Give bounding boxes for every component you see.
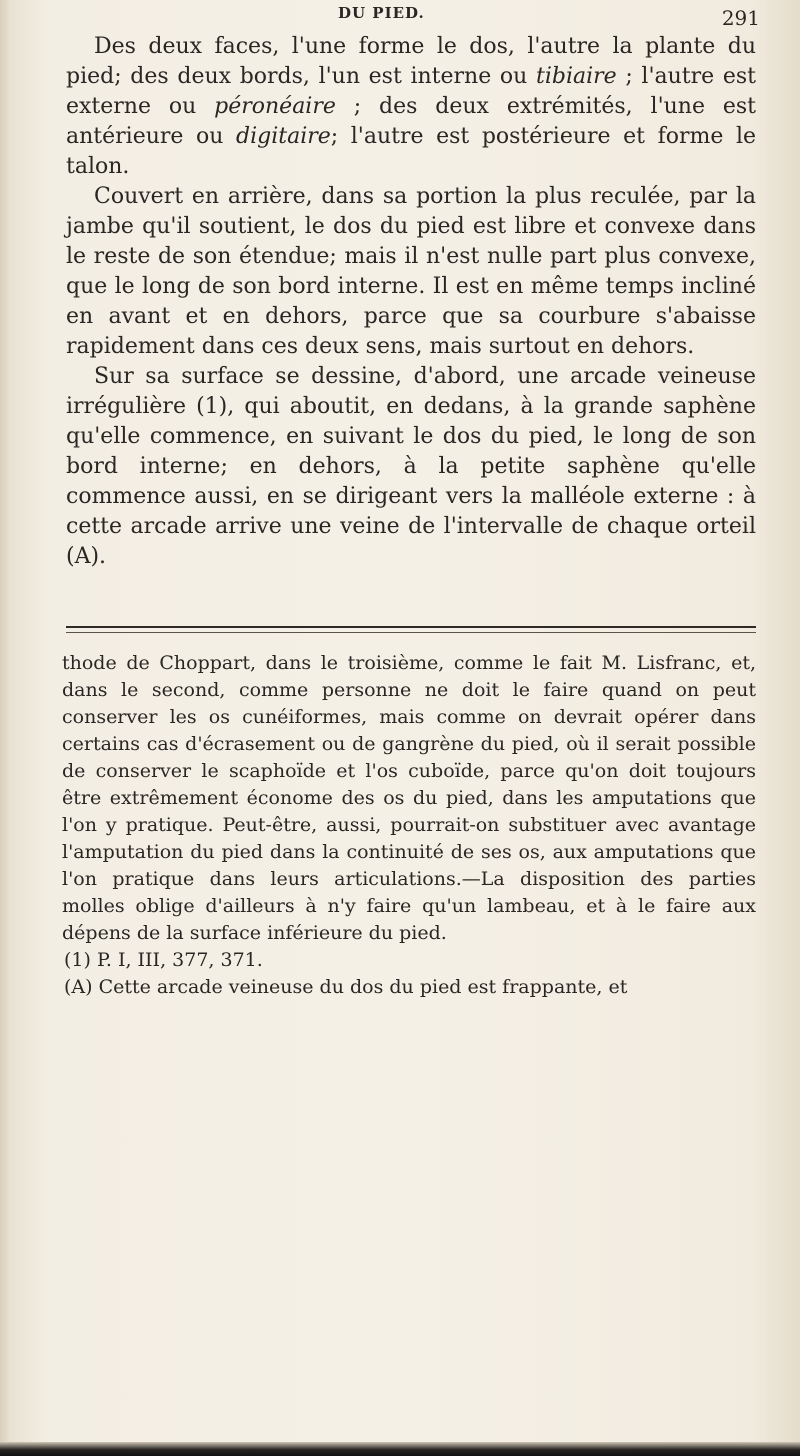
- paragraph-faces-part3: ; des deux extrémités, l'une est antérieure ou: [66, 94, 756, 149]
- separator-thick-rule: [66, 626, 756, 628]
- paragraph-faces-part4: ; l'autre est postérieure et forme le talon.: [66, 124, 756, 179]
- footnote-ref-A: (A) Cette arcade veineuse du dos du pied est frappante, et: [64, 976, 628, 998]
- page-number: 291: [721, 6, 760, 30]
- separator-thin-rule: [66, 632, 756, 633]
- footnote-continued: thode de Choppart, dans le troisième, comme le fait M. Lisfranc, et, dans le second, comme personne ne doit le faire quand on peut conserver les os cunéiformes, mais comme on devrait opérer dans certains cas d'écrasement ou de gangrène du pied, où il serait possible de conserver le scaphoïde et l'os cuboïde, parce qu'on doit toujours être extrêmement économe des os du pied, dans les amputations que l'on y pratique. Peut-être, aussi, pourrait-on substituer avec avantage l'amputation du pied dans la continuité de ses os, aux amputations que l'on pratique dans leurs articulations.—La disposition des parties molles oblige d'ailleurs à n'y faire qu'un lambeau, et à le faire aux dépens de la surface inférieure du pied.: [62, 652, 756, 944]
- footnote-ref-1: (1) P. I, III, 377, 371.: [64, 949, 263, 971]
- paragraph-faces-part2: ; l'autre est externe ou: [66, 64, 756, 119]
- footnote-separator: [60, 626, 760, 636]
- term-tibiaire: tibiaire: [536, 64, 617, 89]
- paragraph-faces: [66, 32, 756, 182]
- term-peroneaire: péronéaire: [214, 94, 336, 119]
- main-text: [66, 32, 756, 572]
- scan-bottom-edge: [0, 1442, 800, 1456]
- page-gutter-shadow: [0, 0, 10, 1456]
- paragraph-arcade-veineuse: Sur sa surface se dessine, d'abord, une arcade veineuse irrégulière (1), qui aboutit, en dedans, à la grande saphène qu'elle commence, en suivant le dos du pied, le long de son bord interne; en dehors, à la petite saphène qu'elle commence aussi, en se dirigeant vers la malléole externe : à cette arcade arrive une veine de l'intervalle de chaque orteil (A).: [66, 364, 756, 569]
- running-head: DU PIED.: [338, 4, 425, 22]
- footnotes: [62, 650, 756, 1001]
- paragraph-dos-du-pied: Couvert en arrière, dans sa portion la plus reculée, par la jambe qu'il soutient, le dos du pied est libre et convexe dans le reste de son étendue; mais il n'est nulle part plus convexe, que le long de son bord interne. Il est en même temps incliné en avant et en dehors, parce que sa courbure s'abaisse rapidement dans ces deux sens, mais surtout en dehors.: [66, 184, 756, 359]
- page-header: [60, 0, 760, 28]
- term-digitaire: digitaire: [236, 124, 331, 149]
- paragraph-faces-part1: Des deux faces, l'une forme le dos, l'autre la plante du pied; des deux bords, l'un est interne ou: [66, 34, 756, 89]
